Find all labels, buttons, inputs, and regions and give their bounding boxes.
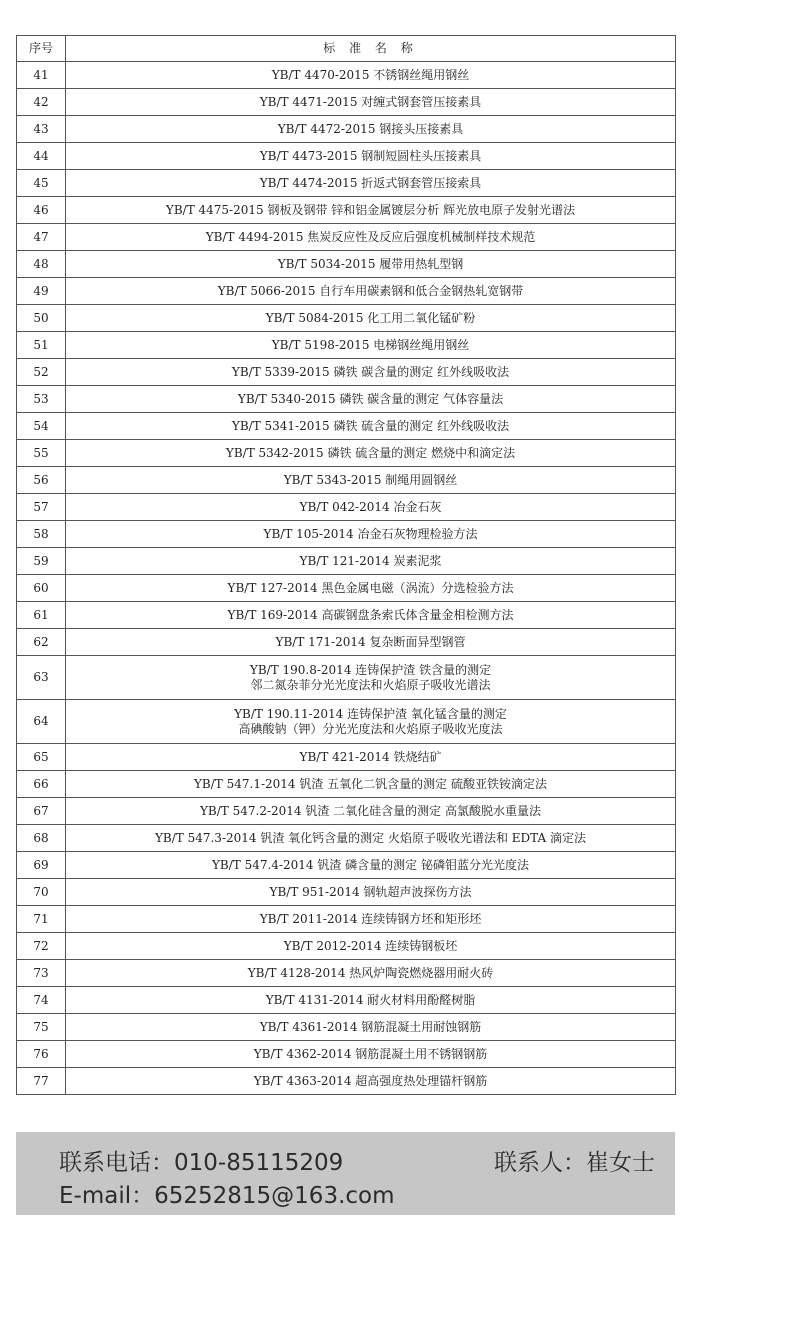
contact-email: E-mail：65252815@163.com [59,1183,395,1209]
standard-name-line: YB/T 951-2014 钢轨超声波探伤方法 [269,884,472,899]
standard-name-line: YB/T 547.3-2014 钒渣 氧化钙含量的测定 火焰原子吸收光谱法和 EDTA 滴定法 [154,830,587,845]
seq-cell: 61 [17,602,66,629]
standard-name-line: 高碘酸钠（钾）分光光度法和火焰原子吸收光度法 [238,721,503,736]
table-row [17,771,676,798]
table-row [17,332,676,359]
standard-name-cell [66,879,676,906]
standard-name-cell [66,906,676,933]
standard-name-cell [66,1068,676,1095]
table-row [17,656,676,700]
standard-name-cell [66,440,676,467]
standard-name-cell [66,933,676,960]
table-row [17,1068,676,1095]
seq-cell: 76 [17,1041,66,1068]
seq-cell: 57 [17,494,66,521]
standard-name-line: YB/T 171-2014 复杂断面异型钢管 [275,634,466,649]
standard-name-cell [66,89,676,116]
seq-cell: 65 [17,744,66,771]
seq-cell: 75 [17,1014,66,1041]
table-row [17,89,676,116]
standard-name-cell [66,629,676,656]
table-row [17,825,676,852]
standard-name-line: YB/T 5339-2015 磷铁 碳含量的测定 红外线吸收法 [231,364,510,379]
seq-cell: 77 [17,1068,66,1095]
standard-name-cell [66,467,676,494]
table-row [17,386,676,413]
standard-name-cell [66,548,676,575]
standard-name-cell [66,602,676,629]
standard-name-cell [66,575,676,602]
seq-cell: 54 [17,413,66,440]
standard-name-line: YB/T 4471-2015 对缠式钢套管压接素具 [259,94,482,109]
table-row [17,197,676,224]
contact-person: 联系人：崔女士 [494,1150,655,1176]
table-row [17,879,676,906]
seq-cell: 60 [17,575,66,602]
standard-name-line: YB/T 121-2014 炭素泥浆 [299,553,442,568]
table-row [17,852,676,879]
standard-name-cell [66,386,676,413]
table-body [17,62,676,1095]
standard-name-line: YB/T 5342-2015 磷铁 硫含量的测定 燃烧中和滴定法 [225,445,516,460]
table-row [17,224,676,251]
seq-cell: 69 [17,852,66,879]
standard-name-cell [66,494,676,521]
seq-cell: 66 [17,771,66,798]
standard-name-cell [66,700,676,744]
standard-name-cell [66,825,676,852]
standard-name-line: YB/T 105-2014 冶金石灰物理检验方法 [263,526,478,541]
table-row [17,602,676,629]
seq-cell: 46 [17,197,66,224]
table-row [17,143,676,170]
standard-name-cell [66,744,676,771]
name-header: 标 准 名 称 [66,36,676,62]
seq-cell: 63 [17,656,66,700]
standard-name-cell [66,305,676,332]
table-row [17,933,676,960]
table-row [17,1041,676,1068]
standard-name-line: YB/T 190.11-2014 连铸保护渣 氧化锰含量的测定 [234,706,507,721]
standard-name-line: YB/T 127-2014 黑色金属电磁（涡流）分选检验方法 [227,580,514,595]
standard-name-cell [66,656,676,700]
table-row [17,548,676,575]
table-row [17,467,676,494]
seq-cell: 55 [17,440,66,467]
seq-cell: 44 [17,143,66,170]
seq-cell: 67 [17,798,66,825]
seq-cell: 50 [17,305,66,332]
table-row [17,521,676,548]
table-row [17,1014,676,1041]
seq-cell: 58 [17,521,66,548]
standard-name-line: YB/T 169-2014 高碳钢盘条索氏体含量金相检测方法 [227,607,514,622]
standard-name-cell [66,1041,676,1068]
standard-name-cell [66,413,676,440]
standard-name-line: YB/T 4475-2015 钢板及钢带 锌和铝金属镀层分析 辉光放电原子发射光谱法 [165,202,576,217]
standard-name-cell [66,278,676,305]
seq-cell: 62 [17,629,66,656]
standard-name-line: YB/T 421-2014 铁烧结矿 [299,749,442,764]
standard-name-cell [66,1014,676,1041]
table-row [17,251,676,278]
standard-name-line: YB/T 4363-2014 超高强度热处理锚杆钢筋 [253,1073,488,1088]
standard-name-line: YB/T 5340-2015 磷铁 碳含量的测定 气体容量法 [237,391,504,406]
standard-name-line: 邻二氮杂菲分光光度法和火焰原子吸收光谱法 [250,677,491,692]
seq-cell: 68 [17,825,66,852]
standard-name-line: YB/T 2011-2014 连续铸钢方坯和矩形坯 [259,911,482,926]
table-row [17,170,676,197]
seq-cell: 73 [17,960,66,987]
standard-name-line: YB/T 5084-2015 化工用二氧化锰矿粉 [265,310,476,325]
standard-name-line: YB/T 547.4-2014 钒渣 磷含量的测定 铋磷钼蓝分光光度法 [212,857,529,872]
standard-name-cell [66,798,676,825]
standard-name-line: YB/T 4128-2014 热风炉陶瓷燃烧器用耐火砖 [247,965,494,980]
table-row [17,413,676,440]
seq-cell: 72 [17,933,66,960]
standard-name-cell [66,197,676,224]
seq-cell: 51 [17,332,66,359]
standard-name-cell [66,251,676,278]
standard-name-cell [66,143,676,170]
standard-name-line: YB/T 5066-2015 自行车用碳素钢和低合金钢热轧宽钢带 [217,283,524,298]
standard-name-line: YB/T 4361-2014 钢筋混凝土用耐蚀钢筋 [259,1019,482,1034]
seq-cell: 47 [17,224,66,251]
table-row [17,575,676,602]
standard-name-line: YB/T 4473-2015 钢制短圆柱头压接素具 [259,148,482,163]
standard-name-cell [66,116,676,143]
seq-cell: 43 [17,116,66,143]
table-row [17,494,676,521]
table-row [17,278,676,305]
standards-table [16,35,676,1095]
standard-name-cell [66,224,676,251]
table-row [17,798,676,825]
seq-cell: 53 [17,386,66,413]
table-row [17,359,676,386]
table-row [17,987,676,1014]
standard-name-cell [66,332,676,359]
seq-cell: 59 [17,548,66,575]
standard-name-line: YB/T 4494-2015 焦炭反应性及反应后强度机械制样技术规范 [205,229,536,244]
table-header-row [17,36,676,62]
standard-name-line: YB/T 042-2014 冶金石灰 [299,499,442,514]
seq-cell: 52 [17,359,66,386]
table-row [17,305,676,332]
standard-name-line: YB/T 4362-2014 钢筋混凝土用不锈钢钢筋 [253,1046,488,1061]
standard-name-line: YB/T 5341-2015 磷铁 硫含量的测定 红外线吸收法 [231,418,510,433]
standard-name-line: YB/T 4474-2015 折返式钢套管压接索具 [259,175,482,190]
standard-name-line: YB/T 547.1-2014 钒渣 五氧化二钒含量的测定 硫酸亚铁铵滴定法 [194,776,547,791]
seq-cell: 45 [17,170,66,197]
standard-name-line: YB/T 547.2-2014 钒渣 二氧化硅含量的测定 高氯酸脱水重量法 [200,803,541,818]
standard-name-cell [66,852,676,879]
standard-name-line: YB/T 4470-2015 不锈钢丝绳用钢丝 [271,67,470,82]
seq-cell: 70 [17,879,66,906]
standard-name-cell [66,987,676,1014]
table-row [17,629,676,656]
table-row [17,440,676,467]
standard-name-cell [66,960,676,987]
contact-phone: 联系电话：010-85115209 [59,1150,344,1176]
standard-name-line: YB/T 5198-2015 电梯钢丝绳用钢丝 [271,337,470,352]
standard-name-line: YB/T 5034-2015 履带用热轧型钢 [277,256,464,271]
standard-name-cell [66,62,676,89]
seq-cell: 49 [17,278,66,305]
standard-name-cell [66,521,676,548]
table-row [17,960,676,987]
standard-name-line: YB/T 2012-2014 连续铸钢板坯 [283,938,458,953]
seq-header: 序号 [17,36,66,62]
standard-name-cell [66,359,676,386]
seq-cell: 71 [17,906,66,933]
contact-banner [16,1132,675,1215]
seq-cell: 42 [17,89,66,116]
standard-name-line: YB/T 5343-2015 制绳用圆钢丝 [283,472,458,487]
seq-cell: 48 [17,251,66,278]
seq-cell: 56 [17,467,66,494]
seq-cell: 41 [17,62,66,89]
seq-cell: 74 [17,987,66,1014]
table-row [17,906,676,933]
standard-name-cell [66,170,676,197]
standard-name-cell [66,771,676,798]
standard-name-line: YB/T 4131-2014 耐火材料用酚醛树脂 [265,992,476,1007]
table-row [17,116,676,143]
seq-cell: 64 [17,700,66,744]
table-row [17,744,676,771]
table-row [17,700,676,744]
table-row [17,62,676,89]
standard-name-line: YB/T 190.8-2014 连铸保护渣 铁含量的测定 [249,662,492,677]
standard-name-line: YB/T 4472-2015 钢接头压接素具 [277,121,464,136]
